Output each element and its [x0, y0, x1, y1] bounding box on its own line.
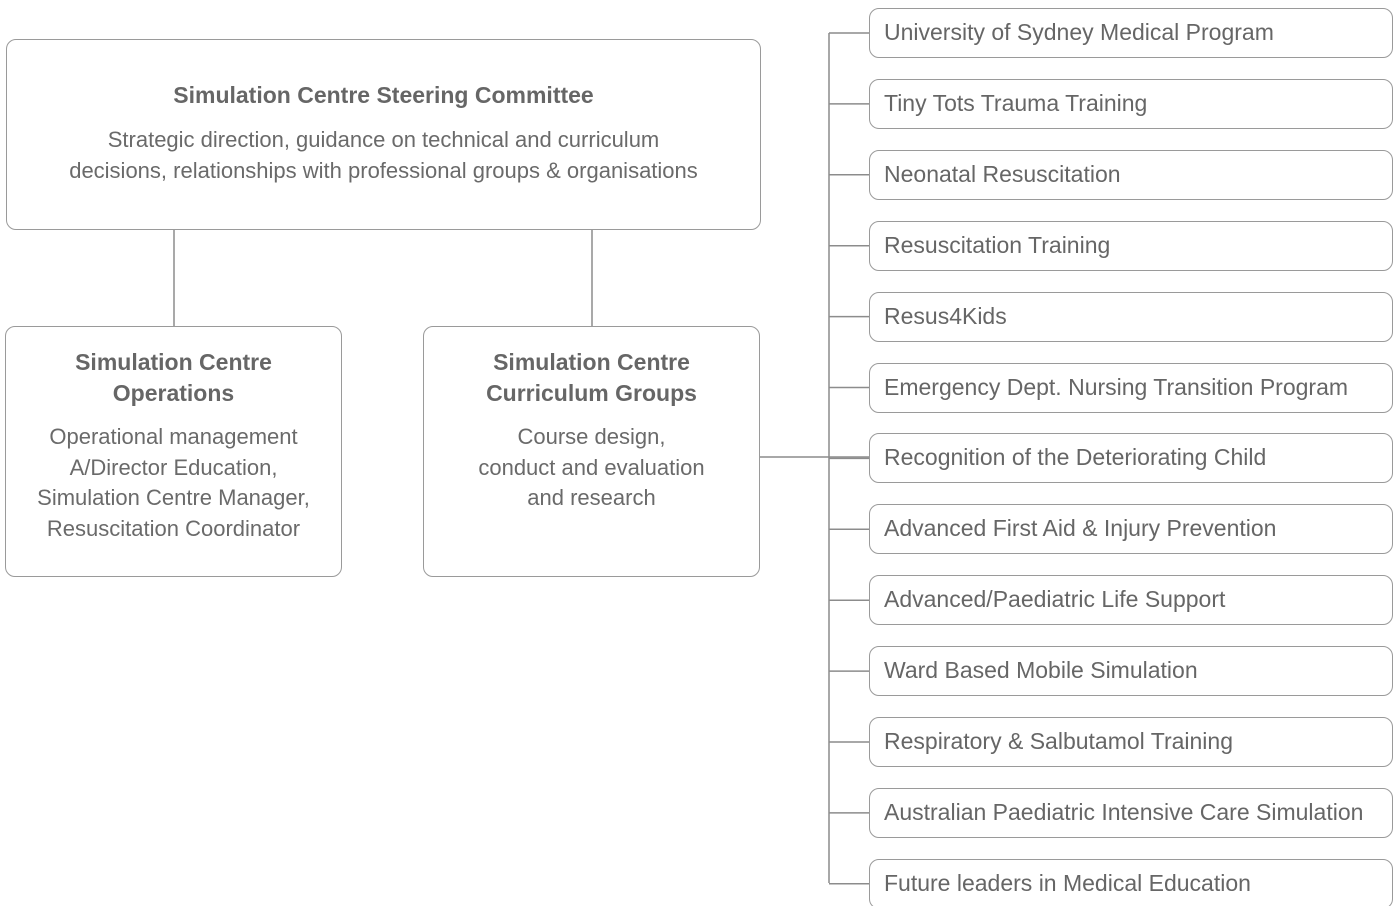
- operations-box: [5, 326, 342, 577]
- curriculum-groups-title-line: Simulation Centre: [493, 349, 690, 375]
- operations-description-line: A/Director Education,: [69, 454, 278, 480]
- curriculum-groups-description: [424, 422, 759, 514]
- curriculum-groups-description-line: Course design,: [517, 424, 666, 449]
- program-box: Resuscitation Training: [869, 221, 1393, 271]
- program-box: Advanced First Aid & Injury Prevention: [869, 504, 1393, 554]
- steering-committee-box: [6, 39, 761, 230]
- program-box: Respiratory & Salbutamol Training: [869, 717, 1393, 767]
- program-box: University of Sydney Medical Program: [869, 8, 1393, 58]
- operations-title-line: Simulation Centre: [75, 349, 272, 375]
- curriculum-groups-description-line: and research: [527, 485, 656, 510]
- operations-description-line: Simulation Centre Manager,: [37, 485, 310, 510]
- steering-committee-description-line: decisions, relationships with professional groups & organisations: [69, 157, 698, 183]
- program-box: Advanced/Paediatric Life Support: [869, 575, 1393, 625]
- operations-description-line: Resuscitation Coordinator: [46, 515, 301, 541]
- operations-description: [6, 422, 341, 544]
- curriculum-groups-description-line: conduct and evaluation: [478, 454, 705, 480]
- program-box: Tiny Tots Trauma Training: [869, 79, 1393, 129]
- steering-committee-title: Simulation Centre Steering Committee: [173, 82, 594, 108]
- program-box: Emergency Dept. Nursing Transition Program: [869, 363, 1393, 413]
- curriculum-groups-box: [423, 326, 760, 577]
- program-box: Resus4Kids: [869, 292, 1393, 342]
- program-box: Ward Based Mobile Simulation: [869, 646, 1393, 696]
- program-box: Recognition of the Deteriorating Child: [869, 433, 1393, 483]
- program-box: Future leaders in Medical Education: [869, 859, 1393, 906]
- steering-committee-description-line: Strategic direction, guidance on technical and curriculum: [107, 127, 660, 152]
- curriculum-groups-title-line: Curriculum Groups: [486, 380, 697, 406]
- program-box: Australian Paediatric Intensive Care Simulation: [869, 788, 1393, 838]
- program-box: Neonatal Resuscitation: [869, 150, 1393, 200]
- operations-title-line: Operations: [112, 380, 235, 406]
- operations-description-line: Operational management: [49, 424, 298, 449]
